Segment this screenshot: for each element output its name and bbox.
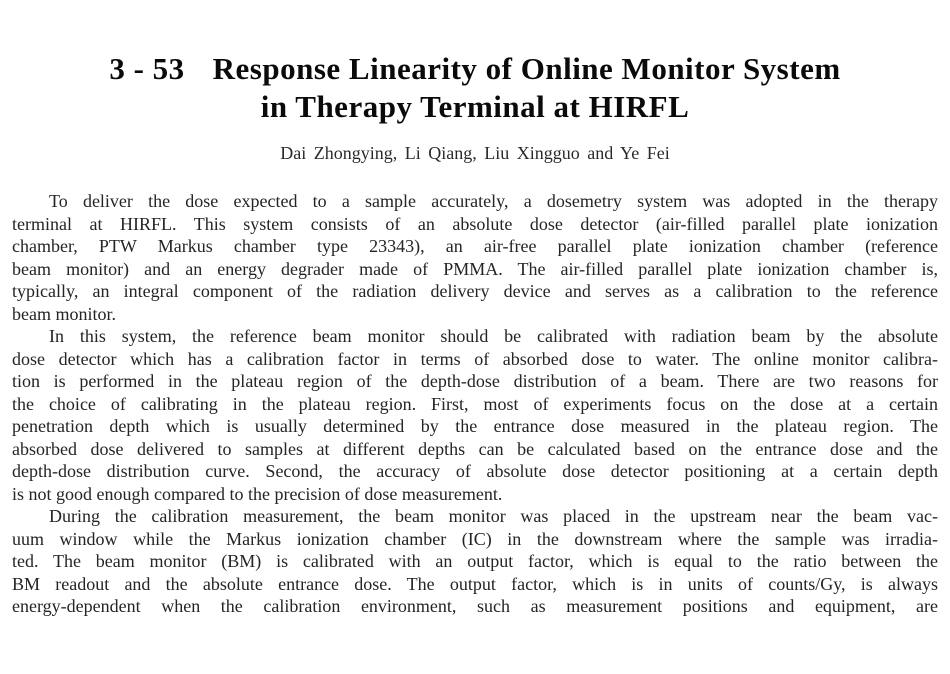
text-line: During the calibration measurement, the beam monitor was placed in the upstream near the beam vac- <box>49 506 938 526</box>
document-page <box>0 50 950 674</box>
paragraph-2 <box>12 325 938 505</box>
text-line: dose detector which has a calibration factor in terms of absorbed dose to water. The online monitor calibra- <box>12 348 938 369</box>
text-line: chamber, PTW Markus chamber type 23343), an air-free parallel plate ionization chamber (reference <box>12 236 938 256</box>
article-title <box>12 50 938 126</box>
text-line: beam monitor. <box>12 303 116 324</box>
article-title-line1: Response Linearity of Online Monitor System <box>212 51 841 86</box>
text-line: To deliver the dose expected to a sample accurately, a dosemetry system was adopted in the therapy <box>49 191 938 211</box>
text-line: In this system, the reference beam monitor should be calibrated with radiation beam by the absolute <box>49 326 938 346</box>
text-line: uum window while the Markus ionization chamber (IC) in the downstream where the sample was irradia- <box>12 528 938 549</box>
text-line: depth-dose distribution curve. Second, the accuracy of absolute dose detector positioning at a certain depth <box>12 461 938 481</box>
text-line: tion is performed in the plateau region of the depth-dose distribution of a beam. There are two reasons for <box>12 371 938 391</box>
text-line: energy-dependent when the calibration environment, such as measurement positions and equipment, are <box>12 596 938 616</box>
text-line: typically, an integral component of the radiation delivery device and serves as a calibration to the reference <box>12 281 938 301</box>
paragraph-3 <box>12 505 938 618</box>
text-line: penetration depth which is usually determined by the entrance dose measured in the plateau region. The <box>12 416 938 436</box>
text-line: the choice of calibrating in the plateau region. First, most of experiments focus on the dose at a certain <box>12 393 938 414</box>
text-line: terminal at HIRFL. This system consists of an absolute dose detector (air-filled parallel plate ionization <box>12 213 938 234</box>
text-line: absorbed dose delivered to samples at different depths can be calculated based on the entrance dose and the <box>12 438 938 459</box>
text-line: beam monitor) and an energy degrader made of PMMA. The air-filled parallel plate ionization chamber is, <box>12 258 938 279</box>
text-line: is not good enough compared to the precision of dose measurement. <box>12 483 503 504</box>
text-line: ted. The beam monitor (BM) is calibrated with an output factor, which is equal to the ratio between the <box>12 551 938 571</box>
article-title-line2: in Therapy Terminal at HIRFL <box>260 89 690 124</box>
paragraph-1 <box>12 190 938 325</box>
article-body <box>12 190 938 618</box>
author-list: Dai Zhongying, Li Qiang, Liu Xingguo and Ye Fei <box>280 143 670 163</box>
text-line: BM readout and the absolute entrance dose. The output factor, which is in units of counts/Gy, is always <box>12 573 938 594</box>
article-number: 3 - 53 <box>109 51 185 86</box>
